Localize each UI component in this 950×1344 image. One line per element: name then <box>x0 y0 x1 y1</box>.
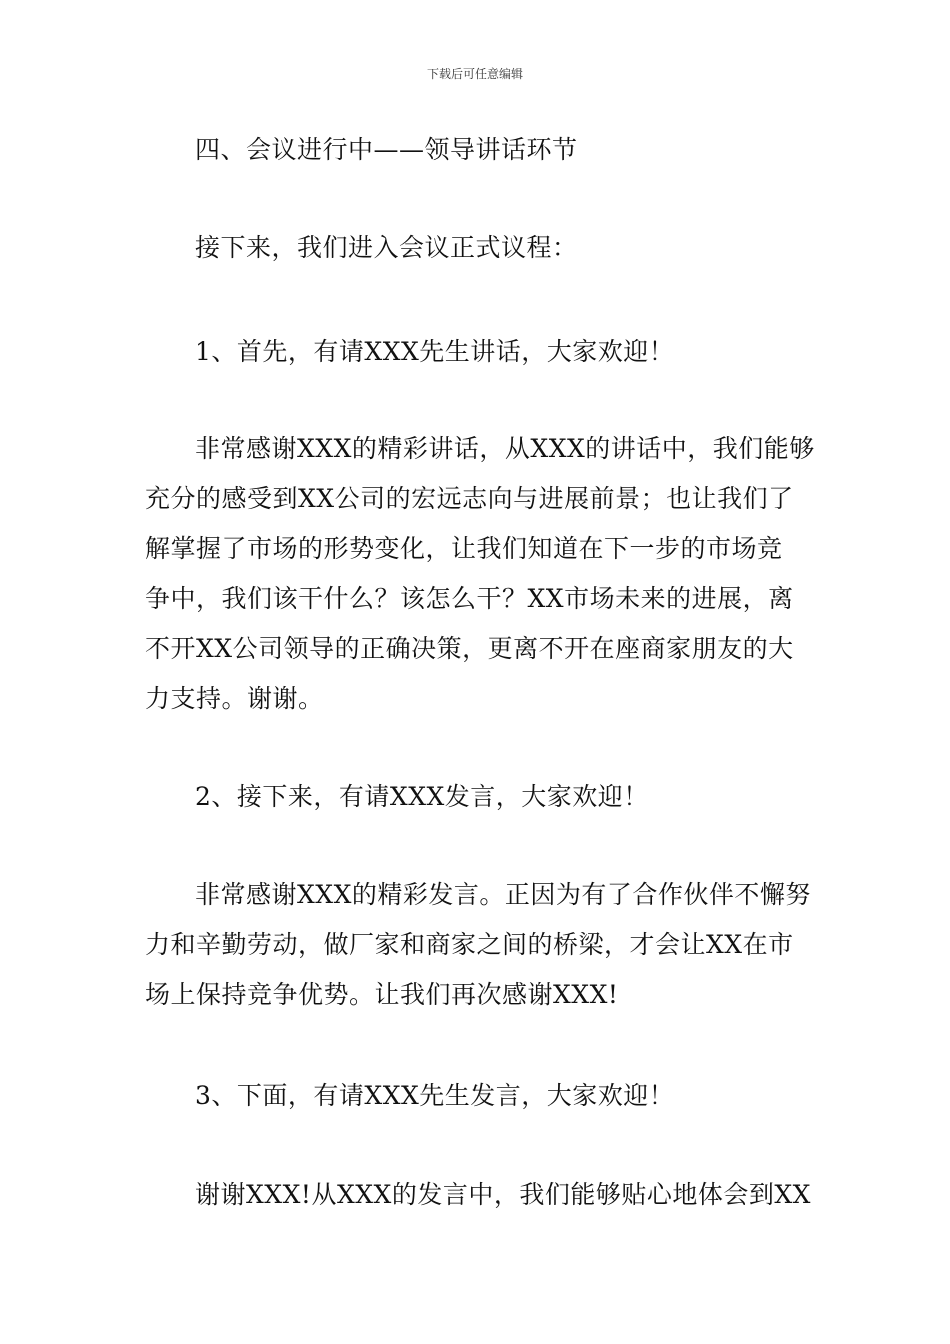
paragraph-line: 不开XX公司领导的正确决策，更离不开在座商家朋友的大 <box>145 634 794 663</box>
paragraph-1 <box>145 424 815 724</box>
paragraph-line: 争中，我们该干什么？该怎么干？XX市场未来的进展，离 <box>145 584 794 613</box>
paragraph-line: 充分的感受到XX公司的宏远志向与进展前景；也让我们了 <box>145 484 794 513</box>
paragraph-line: 力支持。谢谢。 <box>145 684 324 713</box>
paragraph-2 <box>145 870 815 1020</box>
section-title: 四、会议进行中——领导讲话环节 <box>195 135 578 164</box>
agenda-item-3: 3、下面，有请XXX先生发言，大家欢迎！ <box>195 1081 675 1110</box>
paragraph-line: 谢谢XXX!从XXX的发言中，我们能够贴心地体会到XX <box>195 1180 811 1209</box>
paragraph-3 <box>145 1170 815 1220</box>
paragraph-line: 场上保持竞争优势。让我们再次感谢XXX! <box>145 980 619 1009</box>
paragraph-line: 非常感谢XXX的精彩讲话，从XXX的讲话中，我们能够 <box>195 434 815 463</box>
agenda-item-2: 2、接下来，有请XXX发言，大家欢迎！ <box>195 782 649 811</box>
intro-text: 接下来，我们进入会议正式议程： <box>195 233 578 262</box>
paragraph-line: 解掌握了市场的形势变化，让我们知道在下一步的市场竞 <box>145 534 783 563</box>
header-note: 下载后可任意编辑 <box>426 67 523 81</box>
paragraph-line: 力和辛勤劳动，做厂家和商家之间的桥梁，才会让XX在市 <box>145 930 794 959</box>
agenda-item-1: 1、首先，有请XXX先生讲话，大家欢迎！ <box>195 337 675 366</box>
paragraph-line: 非常感谢XXX的精彩发言。正因为有了合作伙伴不懈努 <box>195 880 811 909</box>
